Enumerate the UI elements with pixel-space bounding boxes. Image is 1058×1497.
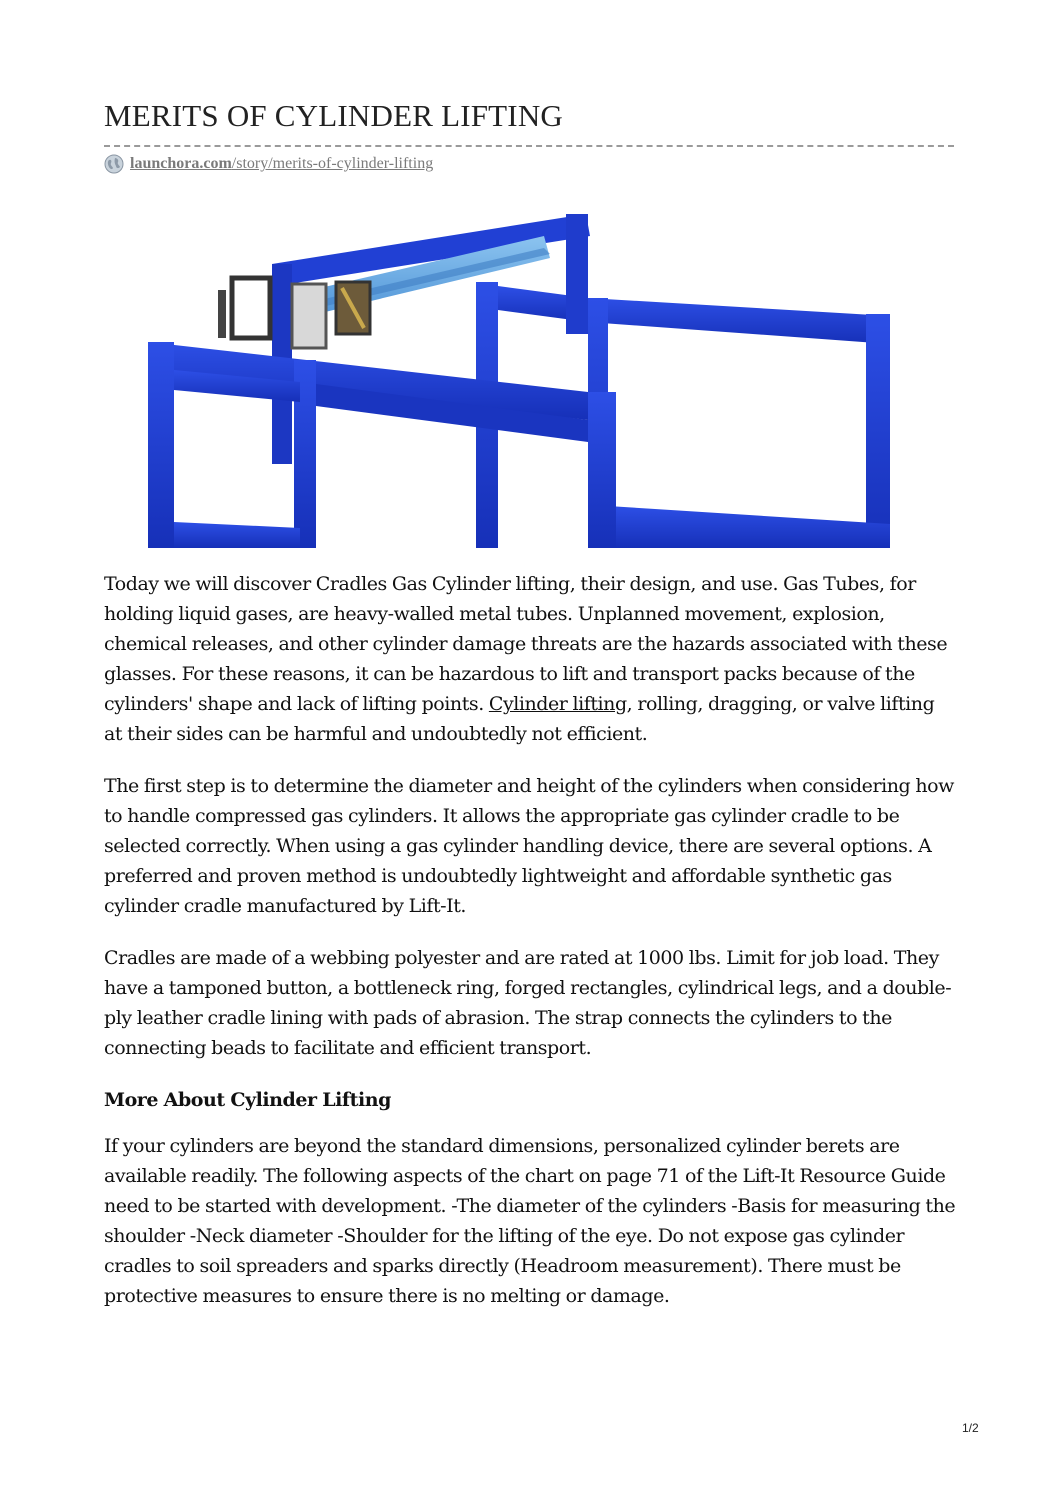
page-number: 1/2 — [962, 1421, 979, 1435]
paragraph-1 — [104, 569, 956, 749]
source-link[interactable] — [130, 155, 433, 173]
title-divider — [104, 145, 954, 147]
section-heading: More About Cylinder Lifting — [104, 1089, 391, 1111]
cylinder-cradle-illustration — [104, 206, 890, 548]
source-line — [104, 154, 433, 174]
paragraph-4: If your cylinders are beyond the standard dimensions, personalized cylinder berets are available readily. The following aspects of the chart on page 71 of the Lift-It Resource Guide need to be started with development. -The diameter of the cylinders -Basis for measuring the shoulder -Neck diameter -Shoulder for the lifting of the eye. Do not expose gas cylinder cradles to soil spreaders and sparks directly (Headroom measurement). There must be protective measures to ensure there is no melting or damage. — [104, 1135, 956, 1307]
paragraph-1-text-b: , rolling, dragging, or valve lifting at their sides can be harmful and undoubtedly not efficient. — [104, 693, 935, 745]
paragraph-3: Cradles are made of a webbing polyester and are rated at 1000 lbs. Limit for job load. They have a tamponed button, a bottleneck ring, forged rectangles, cylindrical legs, and a double-ply leather cradle lining with pads of abrasion. The strap connects the cylinders to the connecting beads to facilitate and efficient transport. — [104, 947, 952, 1059]
page-title: MERITS OF CYLINDER LIFTING — [104, 98, 563, 133]
paragraph-1-text-a: Today we will discover Cradles Gas Cylinder lifting, their design, and use. Gas Tubes, for holding liquid gases, are heavy-walled metal tubes. Unplanned movement, explosion, chemical releases, and other cylinder damage threats are the hazards associated with these glasses. For these reasons, it can be hazardous to lift and transport packs because of the cylinders' shape and lack of lifting points. — [104, 573, 948, 715]
globe-icon — [104, 154, 124, 174]
cylinder-lifting-link[interactable]: Cylinder lifting — [488, 693, 627, 715]
source-domain: launchora.com — [130, 155, 232, 172]
article-body — [104, 569, 956, 1333]
paragraph-2: The first step is to determine the diameter and height of the cylinders when considering how to handle compressed gas cylinders. It allows the appropriate gas cylinder cradle to be selected correctly. When using a gas cylinder handling device, there are several options. A preferred and proven method is undoubtedly lightweight and affordable synthetic gas cylinder cradle manufactured by Lift-It. — [104, 775, 954, 917]
source-path: /story/merits-of-cylinder-lifting — [231, 155, 434, 172]
